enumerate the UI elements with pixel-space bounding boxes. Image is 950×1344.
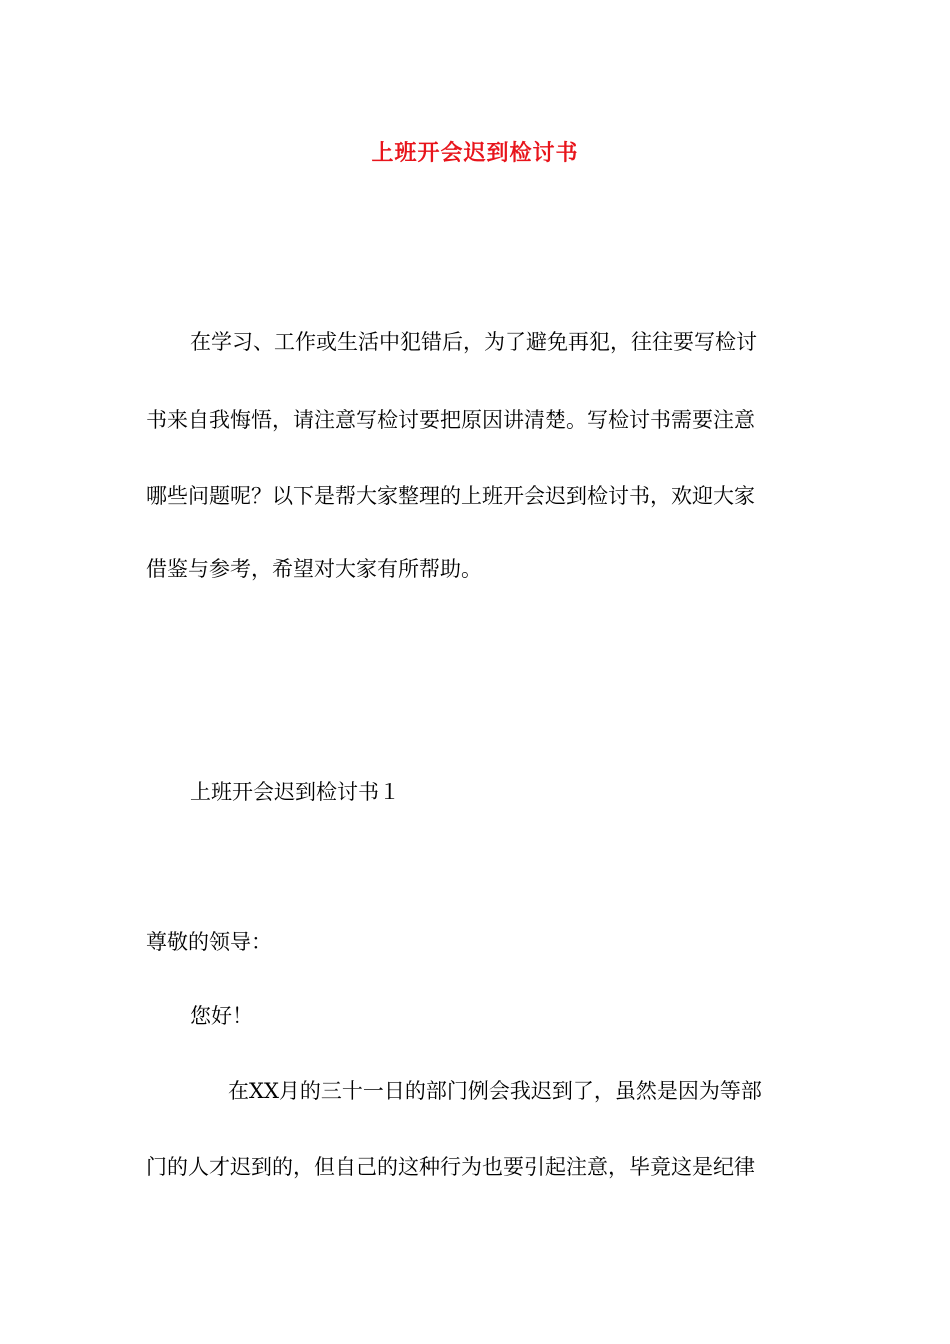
intro-line: 书来自我悔悟，请注意写检讨要把原因讲清楚。写检讨书需要注意	[146, 408, 755, 432]
intro-line: 哪些问题呢？以下是帮大家整理的上班开会迟到检讨书，欢迎大家	[146, 484, 755, 508]
intro-line: 借鉴与参考，希望对大家有所帮助。	[146, 557, 482, 581]
body-line: 门的人才迟到的，但自己的这种行为也要引起注意，毕竟这是纪律	[146, 1155, 755, 1179]
body-line: 在XX月的三十一日的部门例会我迟到了，虽然是因为等部	[228, 1079, 762, 1103]
section-heading: 上班开会迟到检讨书１	[190, 780, 400, 804]
intro-line: 在学习、工作或生活中犯错后，为了避免再犯，往往要写检讨	[190, 330, 757, 354]
document-title: 上班开会迟到检讨书	[371, 140, 579, 166]
salutation: 尊敬的领导：	[146, 930, 272, 954]
greeting: 您好！	[190, 1004, 253, 1028]
